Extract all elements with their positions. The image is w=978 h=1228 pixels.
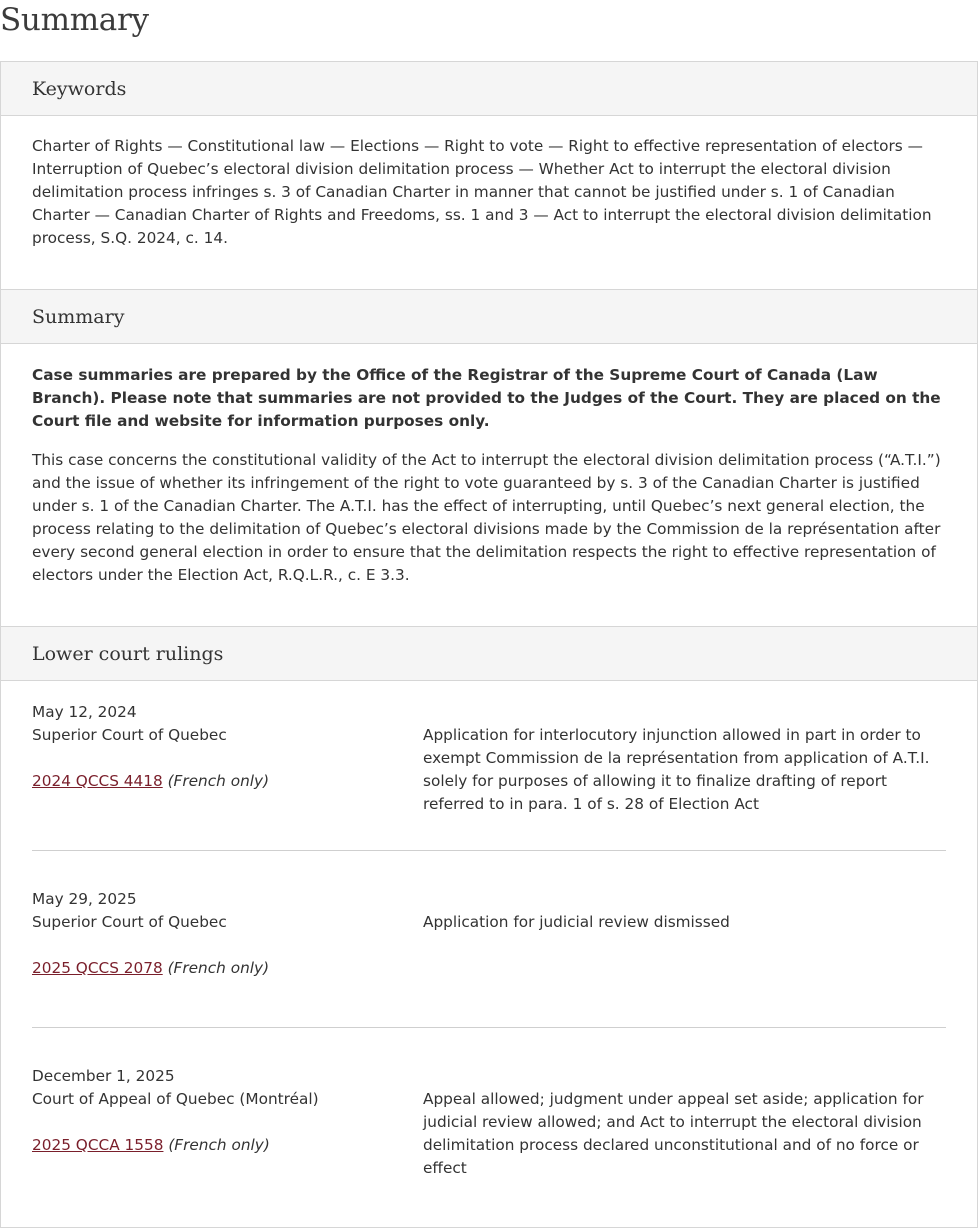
lower-court-rulings-panel [0, 626, 978, 1228]
keywords-panel-body [1, 116, 977, 250]
page-title: Summary [0, 2, 149, 38]
ruling-citation-line [32, 770, 392, 793]
summary-heading: Summary [32, 306, 125, 328]
ruling-details [32, 888, 392, 980]
ruling-details [32, 1065, 392, 1157]
ruling-date: May 29, 2025 [32, 890, 137, 908]
ruling-citation-link[interactable]: 2025 QCCA 1558 [32, 1136, 164, 1154]
keywords-heading: Keywords [32, 78, 127, 100]
summary-panel [0, 289, 978, 628]
summary-panel-heading [1, 290, 977, 344]
ruling-date: May 12, 2024 [32, 703, 137, 721]
ruling-language-note: (French only) [167, 959, 270, 977]
ruling-court: Superior Court of Quebec [32, 913, 227, 931]
lower-court-rulings-heading: Lower court rulings [32, 643, 224, 665]
ruling-citation-link[interactable]: 2024 QCCS 4418 [32, 772, 163, 790]
ruling-citation-link[interactable]: 2025 QCCS 2078 [32, 959, 163, 977]
ruling-row [32, 888, 946, 1028]
lower-court-rulings-panel-heading [1, 627, 977, 681]
summary-text: This case concerns the constitutional validity of the Act to interrupt the electoral division delimitation process (“A.T.I.”) and the issue of whether its infringement of the right to vote guaranteed by s. 3 of the Canadian Charter is justified under s. 1 of the Canadian Charter. The A.T.I. has the effect of interrupting, until Quebec’s next general election, the process relating to the delimitation of Quebec’s electoral divisions made by the Commission de la représentation after every second general election in order to ensure that the delimitation respects the right to effective representation of electors under the Election Act, R.Q.L.R., c. E 3.3. [32, 451, 941, 584]
ruling-row [32, 1065, 946, 1205]
keywords-text: Charter of Rights — Constitutional law — Elections — Right to vote — Right to effective representation of electors — Interruption of Quebec’s electoral division delimitation process — Whether Act to interrupt the electoral division delimitation process infringes s. 3 of Canadian Charter in manner that cannot be justified under s. 1 of Canadian Charter — Canadian Charter of Rights and Freedoms, ss. 1 and 3 — Act to interrupt the electoral division delimitation process, S.Q. 2024, c. 14. [32, 137, 932, 247]
summary-panel-body [1, 344, 977, 587]
ruling-row [32, 701, 946, 851]
ruling-court: Superior Court of Quebec [32, 726, 227, 744]
keywords-panel [0, 61, 978, 291]
keywords-panel-heading [1, 62, 977, 116]
ruling-language-note: (French only) [168, 1136, 270, 1154]
ruling-court: Court of Appeal of Quebec (Montréal) [32, 1090, 319, 1108]
ruling-details [32, 701, 392, 793]
ruling-date: December 1, 2025 [32, 1067, 175, 1085]
ruling-language-note: (French only) [167, 772, 270, 790]
ruling-outcome: Appeal allowed; judgment under appeal set aside; application for judicial review allowed; and Act to interrupt the electoral division delimitation process declared unconstitutional and of no force or effect [423, 1090, 924, 1177]
ruling-citation-line [32, 957, 392, 980]
ruling-outcome: Application for judicial review dismissed [423, 913, 730, 931]
ruling-outcome: Application for interlocutory injunction allowed in part in order to exempt Commission de la représentation from application of A.T.I. solely for purposes of allowing it to finalize drafting of report referred to in para. 1 of s. 28 of Election Act [423, 726, 930, 813]
ruling-citation-line [32, 1134, 392, 1157]
summary-disclaimer: Case summaries are prepared by the Office of the Registrar of the Supreme Court of Canada (Law Branch). Please note that summaries are not provided to the Judges of the Court. They are placed on the Court file and website for information purposes only. [32, 366, 941, 430]
